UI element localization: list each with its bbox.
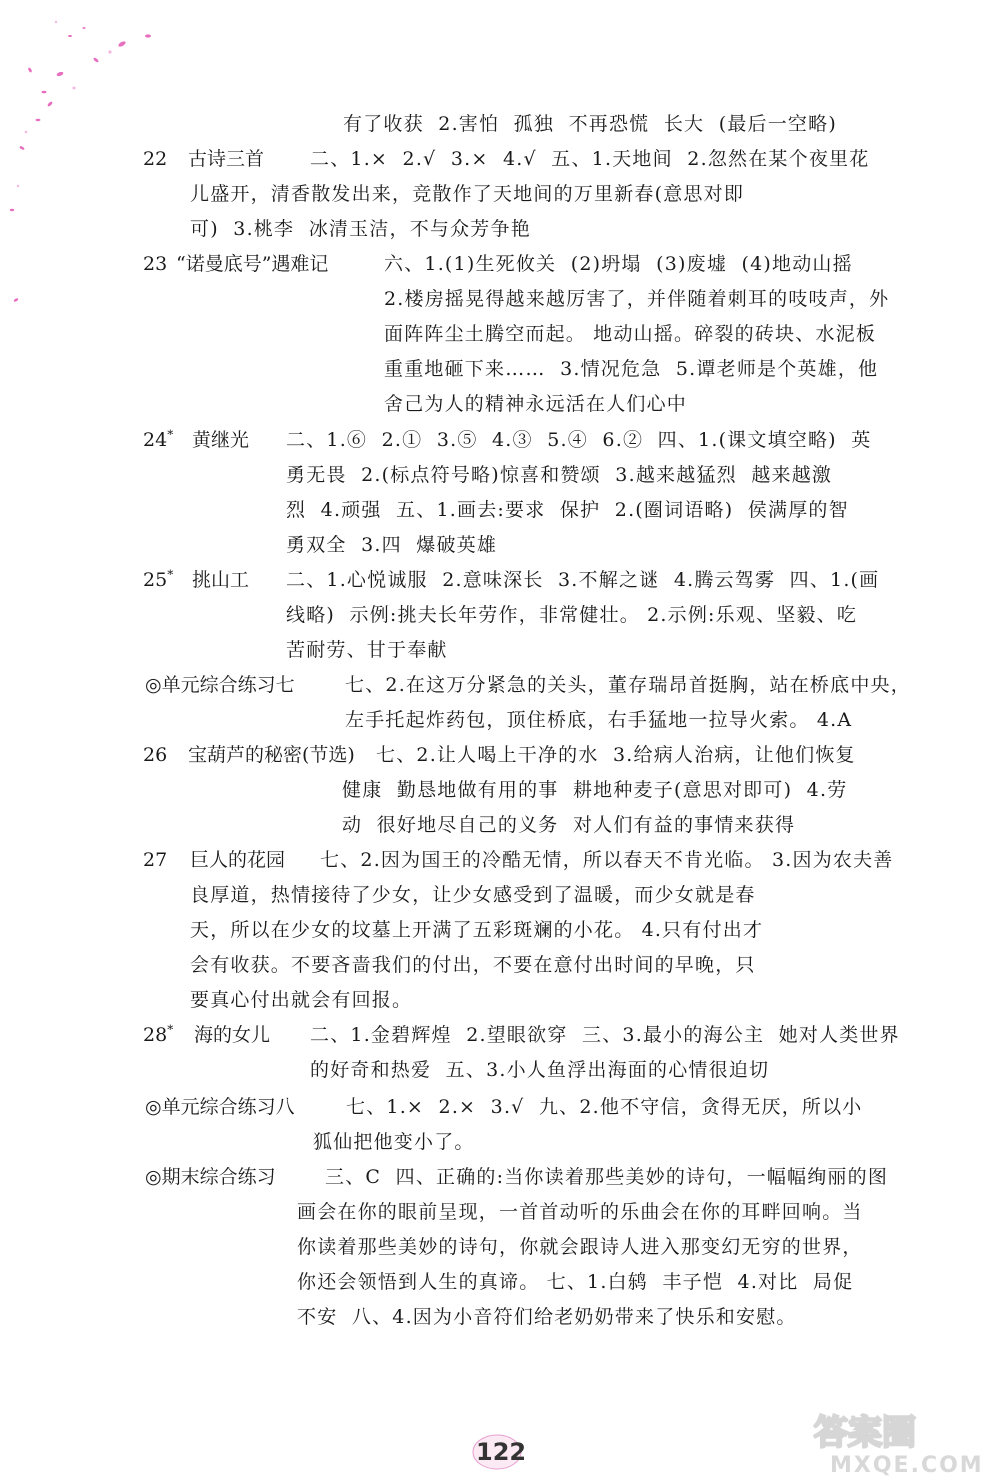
watermark-logo xyxy=(808,1410,998,1476)
answer-line: 七、2.因为国王的冷酷无情，所以春天不肯光临。 3.因为农夫善 xyxy=(320,849,894,871)
lesson-number: 27 xyxy=(143,849,168,871)
lesson-title: 宝葫芦的秘密(节选) xyxy=(188,744,355,766)
lesson-number: 22 xyxy=(143,148,168,170)
answer-line: 勇无畏 2.(标点符号略)惊喜和赞颂 3.越来越猛烈 越来越激 xyxy=(286,464,833,486)
lesson-title: 古诗三首 xyxy=(188,148,265,170)
watermark-top-text: 答案圈 xyxy=(814,1413,916,1453)
answer-line: 勇双全 3.四 爆破英雄 xyxy=(286,534,498,556)
answer-line: 画会在你的眼前呈现，一首首动听的乐曲会在你的耳畔回响。当 xyxy=(297,1201,863,1223)
lesson-number: 28* xyxy=(143,1022,174,1046)
answer-line: 烈 4.顽强 五、1.画去:要求 保护 2.(圈词语略) 侯满厚的智 xyxy=(286,499,849,521)
answer-line: 苦耐劳、甘于奉献 xyxy=(286,639,448,661)
optional-star: * xyxy=(167,427,174,442)
answer-line: 的好奇和热爱 五、3.小人鱼浮出海面的心情很迫切 xyxy=(310,1059,770,1081)
answer-line: 线略) 示例:挑夫长年劳作，非常健壮。 2.示例:乐观、坚毅、吃 xyxy=(286,604,858,626)
answer-line: 你还会领悟到人生的真谛。 七、1.白鸫 丰子恺 4.对比 局促 xyxy=(297,1271,854,1293)
answer-line: 六、1.(1)生死攸关 (2)坍塌 (3)废墟 (4)地动山摇 xyxy=(384,253,853,275)
answer-line: 不安 八、4.因为小音符们给老奶奶带来了快乐和安慰。 xyxy=(297,1306,797,1328)
answer-line: 要真心付出就会有回报。 xyxy=(190,989,413,1011)
lesson-number: 25* xyxy=(143,567,174,591)
optional-star: * xyxy=(167,567,174,582)
section-title: ◎单元综合练习八 xyxy=(145,1096,295,1118)
lesson-title: 挑山工 xyxy=(192,569,250,591)
lesson-title: 海的女儿 xyxy=(194,1024,271,1046)
answer-line: 有了收获 2.害怕 孤独 不再恐慌 长大 (最后一空略) xyxy=(343,113,837,135)
lesson-number: 23 xyxy=(143,253,168,275)
answer-line: 二、1.⑥ 2.① 3.⑤ 4.③ 5.④ 6.② 四、1.(课文填空略) 英 xyxy=(286,429,872,451)
page-number-text: 122 xyxy=(476,1438,527,1466)
answer-line: 七、1.× 2.× 3.√ 九、2.他不守信，贪得无厌，所以小 xyxy=(346,1096,863,1118)
answer-line: 重重地砸下来…… 3.情况危急 5.谭老师是个英雄，他 xyxy=(384,358,879,380)
answer-line: 动 很好地尽自己的义务 对人们有益的事情来获得 xyxy=(342,814,796,836)
answer-line: 可) 3.桃李 冰清玉洁，不与众芳争艳 xyxy=(190,218,531,240)
answer-line: 2.楼房摇晃得越来越厉害了，并伴随着刺耳的吱吱声，外 xyxy=(384,288,890,310)
section-title: ◎期末综合练习 xyxy=(145,1166,276,1188)
answer-line: 三、C 四、正确的:当你读着那些美妙的诗句，一幅幅绚丽的图 xyxy=(325,1166,889,1188)
section-title: ◎单元综合练习七 xyxy=(145,674,295,696)
lesson-number: 26 xyxy=(143,744,168,766)
answer-line: 七、2.在这万分紧急的关头，董存瑞昂首挺胸，站在桥底中央， xyxy=(345,674,911,696)
lesson-number: 24* xyxy=(143,427,174,451)
answer-line: 二、1.心悦诚服 2.意味深长 3.不解之谜 4.腾云驾雾 四、1.(画 xyxy=(286,569,880,591)
lesson-title: “诺曼底号”遇难记 xyxy=(176,253,329,275)
answer-line: 会有收获。不要吝啬我们的付出，不要在意付出时间的早晚，只 xyxy=(190,954,756,976)
answer-line: 健康 勤恳地做有用的事 耕地种麦子(意思对即可) 4.劳 xyxy=(342,779,848,801)
answer-line: 七、2.让人喝上干净的水 3.给病人治病，让他们恢复 xyxy=(376,744,856,766)
answer-line: 左手托起炸药包，顶住桥底，右手猛地一拉导火索。 4.A xyxy=(345,709,853,731)
watermark-bottom-text: MXQE.COM xyxy=(830,1453,984,1476)
page-number xyxy=(476,1438,526,1466)
answer-line: 天，所以在少女的坟墓上开满了五彩斑斓的小花。 4.只有付出才 xyxy=(190,919,764,941)
answer-line: 你读着那些美妙的诗句，你就会跟诗人进入那变幻无穷的世界， xyxy=(297,1236,863,1258)
answer-line: 儿盛开，清香散发出来，竞散作了天地间的万里新春(意思对即 xyxy=(190,183,745,205)
answer-line: 狐仙把他变小了。 xyxy=(313,1131,475,1153)
lesson-title: 黄继光 xyxy=(192,429,250,451)
answer-line: 二、1.金碧辉煌 2.望眼欲穿 三、3.最小的海公主 她对人类世界 xyxy=(310,1024,900,1046)
answer-line: 舍己为人的精神永远活在人们心中 xyxy=(384,393,688,415)
answer-line: 面阵阵尘土腾空而起。 地动山摇。碎裂的砖块、水泥板 xyxy=(384,323,877,345)
lesson-title: 巨人的花园 xyxy=(190,849,286,871)
answer-line: 二、1.× 2.√ 3.× 4.√ 五、1.天地间 2.忽然在某个夜里花 xyxy=(310,148,870,170)
optional-star: * xyxy=(167,1022,174,1037)
answer-line: 良厚道，热情接待了少女，让少女感受到了温暖，而少女就是春 xyxy=(190,884,756,906)
